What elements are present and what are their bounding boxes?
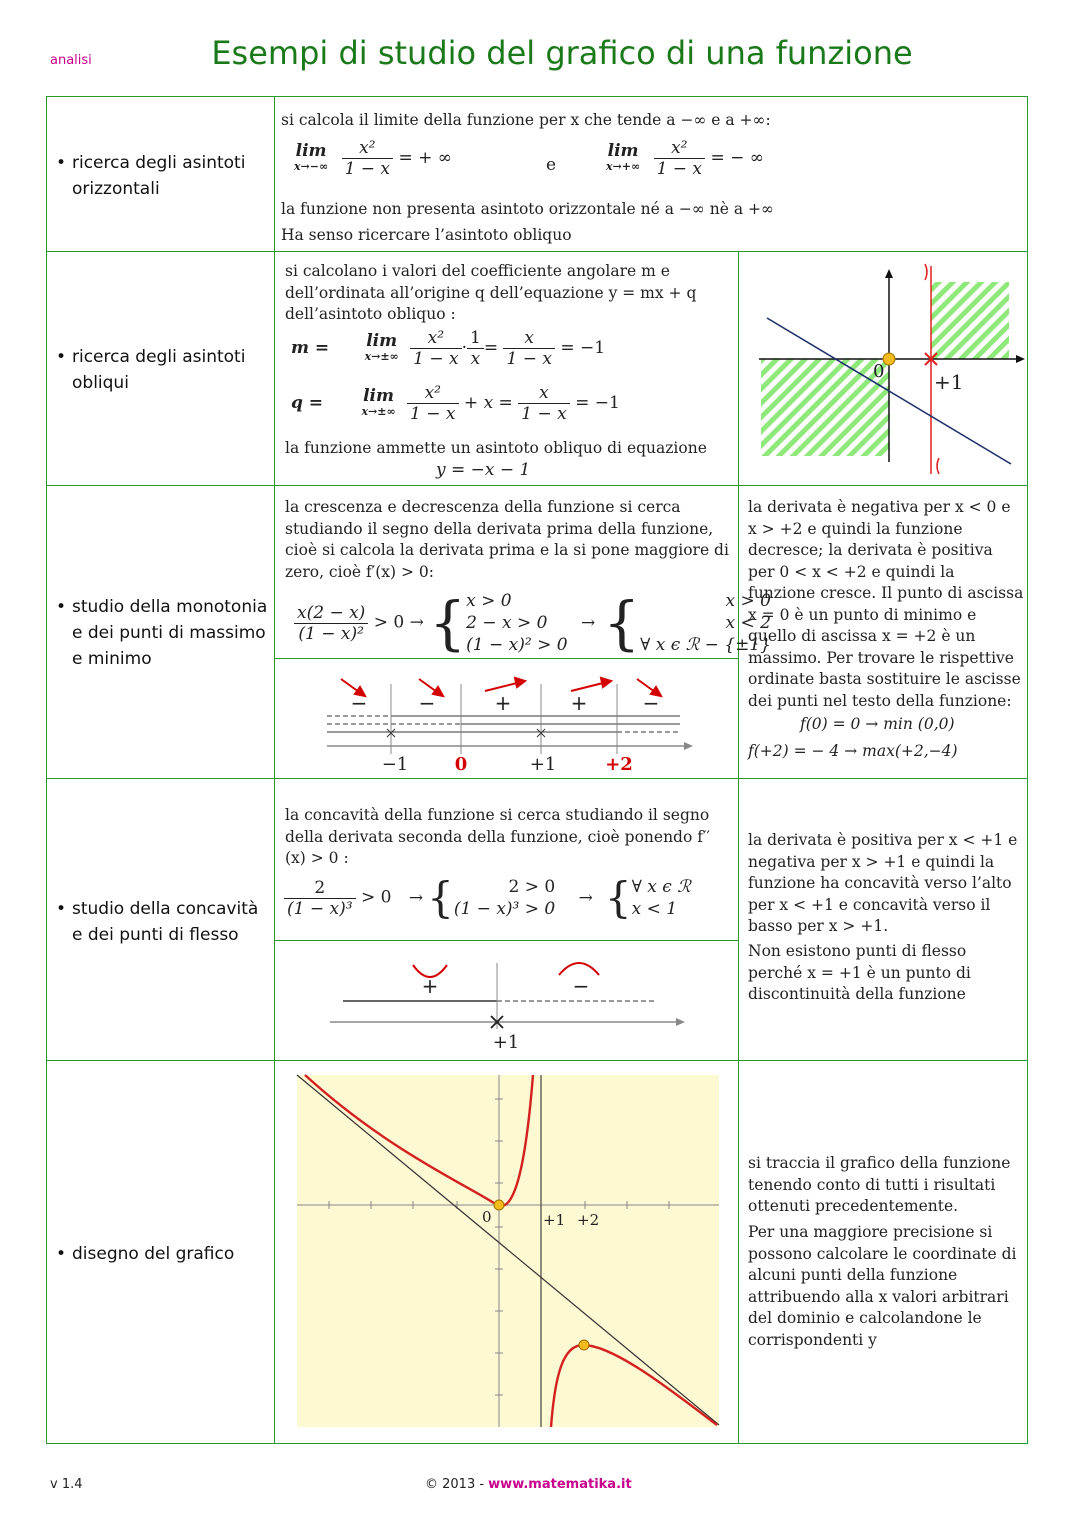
sign-label: − (418, 691, 436, 715)
tick-label: +2 (605, 754, 633, 775)
horizontal-conjunction: e (546, 155, 557, 175)
minimum-point (494, 1200, 504, 1210)
copyright: © 2013 - www.matematika.it (425, 1477, 632, 1492)
minimum-result: f(0) = 0 → min (0,0) (800, 715, 955, 733)
site-link[interactable]: www.matematika.it (488, 1477, 632, 1492)
monotonia-intro: la crescenza e decrescenza della funzione si cerca studiando il segno della derivata prima della funzione, cioè si calcola la derivata prima e la si pone maggiore di zero, cioè f′(x) > 0: (285, 498, 729, 581)
concavita-note: Non esistono punti di flesso perché x = +1 è un punto di discontinuità della funzione (748, 942, 971, 1003)
row-label-monotonia: • studio della monotonia e dei punti di massimo e minimo (56, 597, 268, 669)
horizontal-limit-right: lim x→+∞ $\frac{\text{x²}}{1 - x}$ = − ∞ (606, 138, 764, 179)
row-label-grafico: • disegno del grafico (56, 1244, 235, 1264)
tick-label: +1 (529, 754, 557, 775)
row-divider (46, 485, 1028, 486)
tick-label: −1 (381, 754, 409, 775)
row-divider (46, 778, 1028, 779)
sign-label: + (494, 691, 512, 715)
oblique-q-formula: q = lim x→±∞ $\frac{\text{x²}}{1 - x}$ + x = $\frac{x}{1 - x}$ = −1 (291, 383, 620, 424)
origin-label: 0 (873, 361, 885, 382)
one-label: +1 (934, 370, 964, 394)
maximum-result: f(+2) = − 4 → max(+2,−4) (748, 742, 958, 760)
hatched-region-left (761, 359, 889, 456)
sign-label: − (350, 691, 368, 715)
hatched-region-right (931, 282, 1009, 359)
origin-label: 0 (482, 1208, 492, 1226)
oblique-sketch (739, 252, 1028, 485)
tick-label: +1 (492, 1032, 520, 1053)
two-label: +2 (577, 1211, 600, 1229)
sign-label: − (572, 974, 590, 998)
function-graph (297, 1075, 719, 1427)
section-tag: analisi (50, 53, 92, 68)
concavita-sign-chart (275, 941, 738, 1060)
one-label: +1 (543, 1211, 566, 1229)
horizontal-limit-left: lim x→−∞ $\frac{\text{x²}}{1 - x}$ = + ∞ (294, 138, 452, 179)
page-title: Esempi di studio del grafico di una funzione (211, 34, 913, 72)
grafico-explanation: si traccia il grafico della funzione tenendo conto di tutti i risultati ottenuti precedentemente. (748, 1154, 1011, 1215)
sign-label: + (570, 691, 588, 715)
concavita-intro: la concavità della funzione si cerca studiando il segno della derivata seconda della funzione, cioè ponendo f′′(x) > 0 : (285, 806, 711, 867)
horizontal-note: Ha senso ricercare l’asintoto obliquo (281, 226, 572, 244)
oblique-intro: si calcolano i valori del coefficiente angolare m e dell’ordinata all’origine q dell’equazione y = mx + q dell’asintoto obliquo : (285, 262, 697, 323)
version: v 1.4 (50, 1477, 83, 1492)
origin-point (883, 353, 895, 365)
monotonia-explanation: la derivata è negativa per x < 0 e x > +2 e quindi la funzione decresce; la derivata è positiva per 0 < x < +2 e quindi la funzione cresce. Il punto di ascissa x = 0 è un punto di minimo e quello di ascissa x = +2 è un massimo. Per trovare le rispettive ordinate basta sostituire le ascisse dei punti nel testo della funzione: (748, 498, 1024, 710)
monotonia-sign-chart (275, 659, 738, 778)
tick-label: 0 (454, 754, 468, 775)
row-label-concavita: • studio della concavità e dei punti di flesso (56, 899, 259, 945)
grafico-note: Per una maggiore precisione si possono calcolare le coordinate di alcuni punti della funzione attribuendo alla x valori arbitrari del dominio e calcolandone le corrispondenti y (748, 1223, 1017, 1349)
row-divider (46, 1060, 1028, 1061)
oblique-m-formula: m = lim x→±∞ $\frac{\text{x²}}{1 - x}$ · $\frac{1}{x}$ = $\frac{x}{1 - x}$ = −1 (291, 328, 606, 369)
concavita-explanation: la derivata è positiva per x < +1 e negativa per x > +1 e quindi la funzione ha concavità verso l’alto per x < +1 e concavità verso il basso per x > +1. (748, 831, 1018, 935)
sign-label: − (642, 691, 660, 715)
horizontal-intro: si calcola il limite della funzione per x che tende a −∞ e a +∞: (281, 111, 771, 129)
oblique-equation: y = −x − 1 (436, 460, 531, 480)
concavita-system: $\frac{2}{\text{(1 − x)³}}$ > 0 →{ 2 > 0 (1 − x)³ > 0 → { ∀ x ϵ ℛ x < 1 (284, 876, 691, 920)
maximum-point (579, 1340, 589, 1350)
horizontal-conclusion: la funzione non presenta asintoto orizzontale né a −∞ nè a +∞ (281, 200, 774, 218)
row-label-horizontal: • ricerca degli asintoti orizzontali (56, 153, 246, 199)
monotonia-system: $\frac{x(2 - x)}{\text{(1 − x)²}}$ > 0 → { x > 0 2 − x > 0 (1 − x)² > 0 → { x > 0 x < 2 ∀ x ϵ ℛ − {±1} (294, 590, 771, 656)
row-label-oblique: • ricerca degli asintoti obliqui (56, 347, 246, 393)
oblique-conclusion: la funzione ammette un asintoto obliquo di equazione (285, 439, 707, 457)
sign-label: + (421, 974, 439, 998)
